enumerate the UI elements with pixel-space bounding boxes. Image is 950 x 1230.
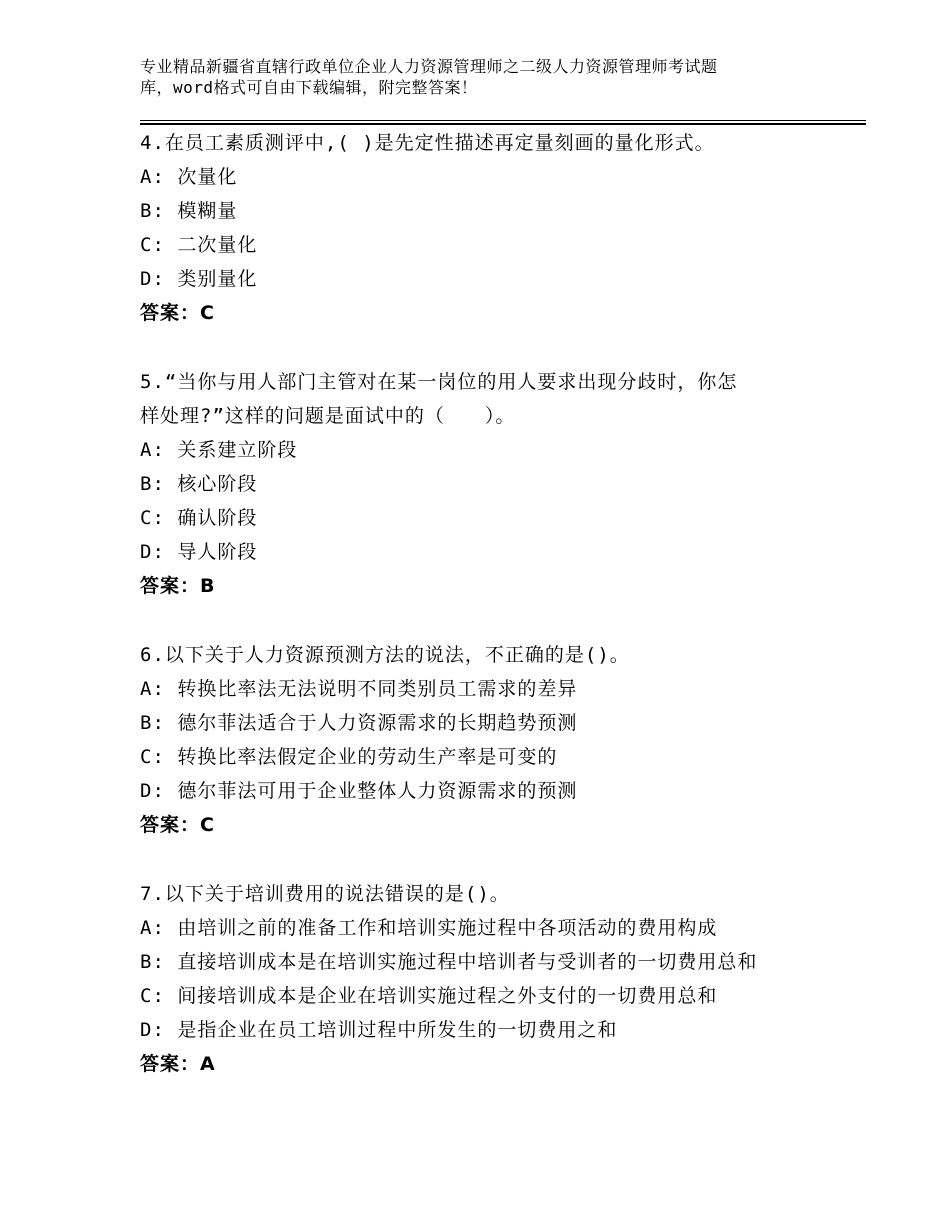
question-6: [140, 638, 840, 842]
header-line-2: 库，word格式可自由下载编辑，附完整答案！: [140, 78, 478, 97]
option-a: A: 关系建立阶段: [140, 439, 298, 461]
question-5: [140, 365, 840, 603]
document-header: [140, 56, 840, 98]
answer: 答案：A: [140, 1053, 216, 1075]
option-d: D: 类别量化: [140, 268, 258, 290]
option-b: B: 核心阶段: [140, 473, 258, 495]
option-b: B: 直接培训成本是在培训实施过程中培训者与受训者的一切费用总和: [140, 951, 758, 973]
option-c: C: 间接培训成本是企业在培训实施过程之外支付的一切费用总和: [140, 985, 718, 1007]
question-7: [140, 877, 840, 1081]
option-b: B: 模糊量: [140, 200, 238, 222]
option-b: B: 德尔菲法适合于人力资源需求的长期趋势预测: [140, 712, 578, 734]
question-stem: 6.以下关于人力资源预测方法的说法，不正确的是()。: [140, 644, 630, 666]
header-divider: [140, 120, 866, 125]
question-stem-continued: 样处理?”这样的问题是面试中的（ ）。: [140, 405, 516, 427]
option-c: C: 二次量化: [140, 234, 258, 256]
option-a: A: 转换比率法无法说明不同类别员工需求的差异: [140, 678, 578, 700]
question-4: [140, 126, 840, 330]
question-stem: 4.在员工素质测评中,( )是先定性描述再定量刻画的量化形式。: [140, 132, 715, 154]
answer: 答案：B: [140, 575, 216, 597]
header-line-1: 专业精品新疆省直辖行政单位企业人力资源管理师之二级人力资源管理师考试题: [140, 57, 718, 76]
answer: 答案：C: [140, 814, 215, 836]
option-c: C: 转换比率法假定企业的劳动生产率是可变的: [140, 746, 558, 768]
question-stem: 5.“当你与用人部门主管对在某一岗位的用人要求出现分歧时，你怎: [140, 371, 738, 393]
option-a: A: 由培训之前的准备工作和培训实施过程中各项活动的费用构成: [140, 917, 718, 939]
option-d: D: 导人阶段: [140, 541, 258, 563]
option-a: A: 次量化: [140, 166, 238, 188]
question-stem: 7.以下关于培训费用的说法错误的是()。: [140, 883, 510, 905]
option-d: D: 德尔菲法可用于企业整体人力资源需求的预测: [140, 780, 578, 802]
option-d: D: 是指企业在员工培训过程中所发生的一切费用之和: [140, 1019, 618, 1041]
option-c: C: 确认阶段: [140, 507, 258, 529]
answer: 答案：C: [140, 302, 215, 324]
